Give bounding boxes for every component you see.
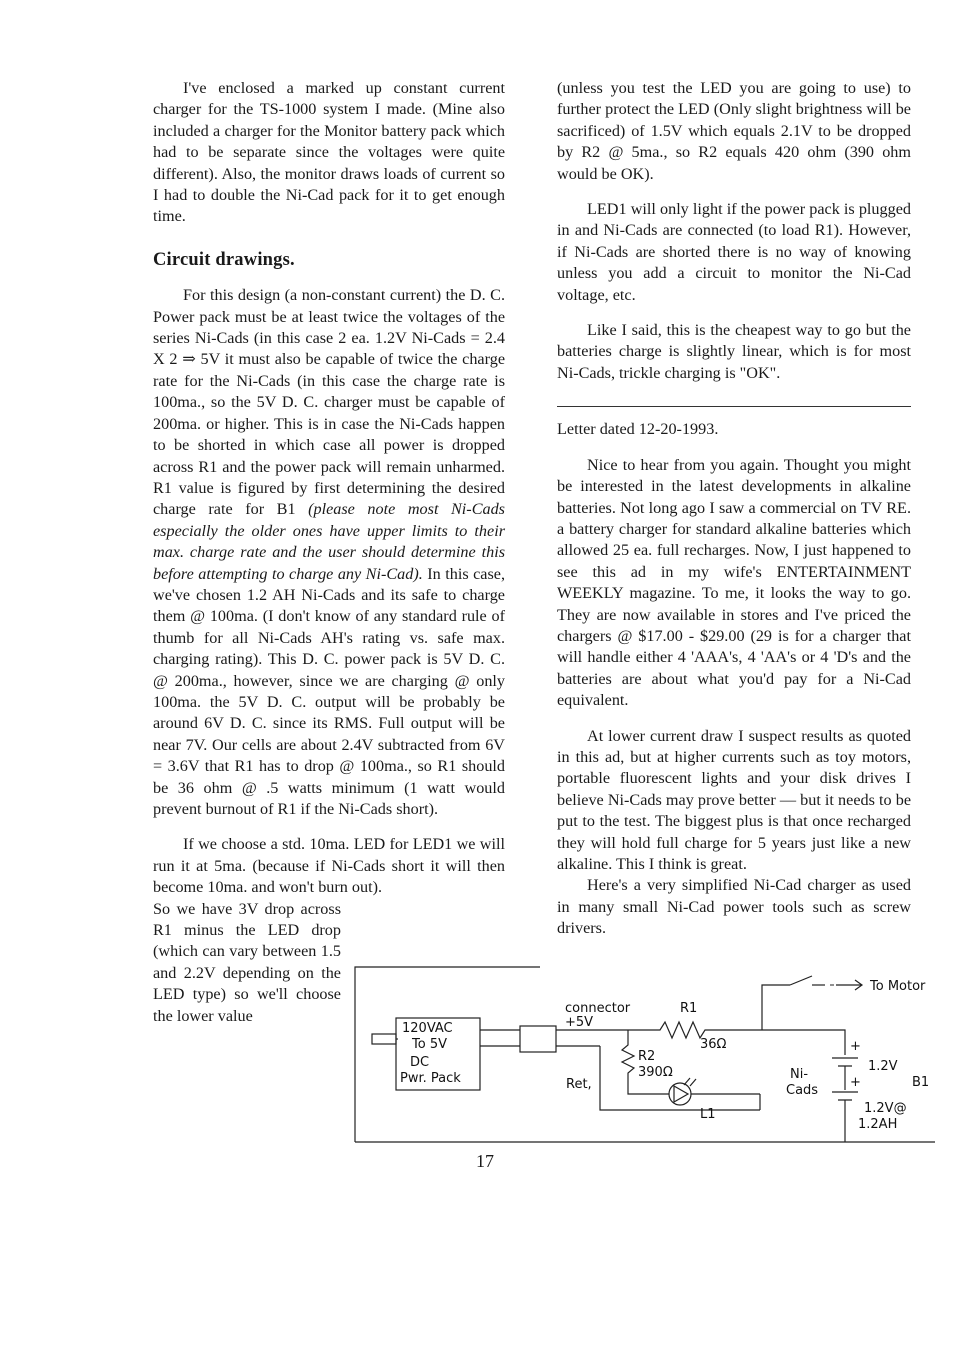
paragraph: Like I said, this is the cheapest way to go but the batteries charge is slightly linear, which is for most Ni-Cads, trickle charging is "OK". bbox=[557, 321, 911, 382]
label-power-pack: Pwr. Pack bbox=[400, 1071, 461, 1086]
label-to-motor: To Motor bbox=[870, 979, 926, 994]
label-voltage: 1.2V@ bbox=[864, 1101, 907, 1116]
switch-icon bbox=[790, 976, 812, 985]
label-b1: B1 bbox=[912, 1075, 930, 1090]
letter-date: Letter dated 12-20-1993. bbox=[557, 420, 719, 439]
label-r2-value: 390Ω bbox=[638, 1065, 673, 1080]
text-run: For this design (a non-constant current) the D. C. Power pack must be at least twice the voltages of the series Ni-Cads (in this case 2 ea. 1.2V Ni-Cads = 2.4 X 2 ⇒ 5V it must also be capable of twice the charge rate for the Ni-Cads (in this case the charge rate is 100ma., so the 5V D. C. charger must be capable of 200ma. or higher. This is in case the Ni-Cads happen to be shorted in which case all power is dropped across R1 and the power pack will remain unharmed. R1 value is figured by first determining the desired charge rate for B1 bbox=[153, 286, 505, 519]
paragraph bbox=[153, 285, 505, 820]
label-connector: connector bbox=[565, 1001, 631, 1016]
paragraph: Here's a very simplified Ni-Cad charger as used in many small Ni-Cad power tools such as screw drivers. bbox=[557, 876, 911, 938]
section-heading: Circuit drawings. bbox=[153, 249, 295, 270]
label-voltage: 1.2V bbox=[868, 1059, 898, 1074]
paragraph: So we have 3V drop across R1 minus the LED drop (which can vary between 1.5 and 2.2V depending on the LED type) so we'll choose the lower value bbox=[153, 899, 341, 1025]
label-r1: R1 bbox=[680, 1001, 698, 1016]
power-pack-box bbox=[396, 1018, 480, 1090]
right-column bbox=[557, 78, 911, 940]
label-ret: Ret, bbox=[566, 1077, 592, 1092]
text-run: In this case, we've chosen 1.2 AH Ni-Cads and its safe to charge them @ 100ma. (I don't know of any standard rule of thumb for all Ni-Cads AH's rating vs. safe max. charging rating). This D. C. power pack is 5V D. C. @ 200ma., however, since we are charging @ only 100ma. the 5V D. C. output will be probably be around 6V D. C. since its RMS. Full output will be near 7V. Our cells are about 2.4V subtracted from 6V = 3.6V that R1 has to drop @ 100ma., so R1 should be 36 ohm @ .5 watts minimum (1 watt would prevent burnout of R1 if the Ni-Cads short). bbox=[153, 564, 505, 818]
left-column bbox=[153, 78, 505, 1027]
label-plus: + bbox=[850, 1039, 861, 1054]
paragraph: (unless you test the LED you are going to use) to further protect the LED (Only slight brightness will be sacrificed) of 1.5V which equals 2.1V to be dropped by R2 @ 5ma., so R2 equals 420 ohm (390 ohm would be OK). bbox=[557, 79, 911, 183]
label-power-pack: DC bbox=[410, 1055, 430, 1070]
paragraph: LED1 will only light if the power pack is plugged in and Ni-Cads are connected (to load R1). However, if Ni-Cads are shorted there is no way of knowing unless you add a circuit to monitor the Ni-Cad voltage, etc. bbox=[557, 200, 911, 304]
label-nicads: Ni- bbox=[790, 1067, 809, 1082]
label-capacity: 1.2AH bbox=[858, 1117, 898, 1132]
label-power-pack: 120VAC bbox=[402, 1021, 453, 1036]
battery-cell bbox=[832, 1058, 858, 1066]
paragraph: Nice to hear from you again. Thought you might be interested in the latest developments in alkaline batteries. Not long ago I saw a commercial on TV RE. a battery charger for standard alkaline batteries which allowed 25 ea. full recharges. Now, I just happened to see this ad in my wife's ENTERTAINMENT WEEKLY magazine. To me, it looks the way to go. They are now available in stores and I've priced the chargers @ $17.00 - $29.00 (29 is for a charger that will handle either 4 'AAA's, 4 'AA's or 4 'D's and the batteries are about what you'd pay for a Ni-Cad equivalent. bbox=[557, 455, 911, 710]
label-nicads: Cads bbox=[786, 1083, 819, 1098]
r1-resistor bbox=[620, 1022, 762, 1038]
paragraph: At lower current draw I suspect results as quoted in this ad, but at higher currents such as toy motors, portable fluorescent lights and your disk drives I believe Ni-Cads may prove better — but it needs to be put to the test. The biggest plus is that once recharged they will hold full charge for 5 years just like a new alkaline. This I think is great. bbox=[557, 726, 911, 873]
label-r2: R2 bbox=[638, 1049, 656, 1064]
connector-box bbox=[520, 1026, 556, 1052]
paragraph: If we choose a std. 10ma. LED for LED1 we will run it at 5ma. (because if Ni-Cads short it will then become 10ma. and won't burn out). bbox=[153, 835, 505, 897]
paragraph: I've enclosed a marked up constant current charger for the TS-1000 system I made. (Mine also included a charger for the Monitor battery pack which had to be separate since the voltages were quite different). Also, the monitor draws loads of current so I had to double the Ni-Cad pack for it to get enough time. bbox=[153, 79, 505, 226]
label-plus-5v: +5V bbox=[565, 1015, 594, 1030]
battery-cell bbox=[832, 1092, 858, 1100]
label-r1-value: 36Ω bbox=[700, 1037, 727, 1052]
italic-note: (please note most Ni-Cads especially the older ones have upper limits to their max. charge rate and the user should determine this before attempting to charge any Ni-Cad). bbox=[153, 500, 505, 583]
divider bbox=[557, 406, 911, 407]
arrow-icon bbox=[836, 980, 862, 990]
r2-resistor bbox=[622, 1030, 634, 1082]
led-icon bbox=[669, 1083, 691, 1105]
label-l1: L1 bbox=[700, 1107, 716, 1122]
page-number: 17 bbox=[476, 1151, 494, 1171]
plug-icon bbox=[372, 1034, 396, 1044]
label-power-pack: To 5V bbox=[412, 1037, 447, 1052]
label-plus: + bbox=[850, 1075, 861, 1090]
